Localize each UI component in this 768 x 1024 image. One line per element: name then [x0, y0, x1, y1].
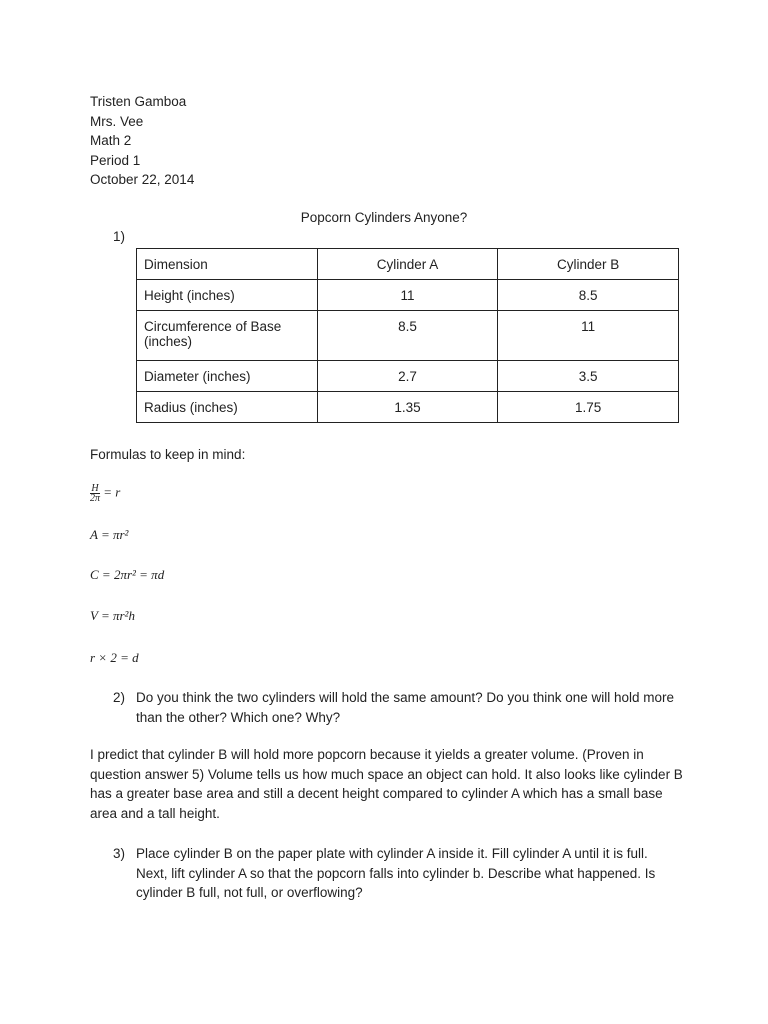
question-2-number: 2)	[113, 690, 126, 705]
formula-rest: = r	[100, 484, 121, 500]
table-header-cell: Cylinder B	[498, 249, 679, 280]
fraction-numerator: H	[91, 483, 99, 494]
table-row	[137, 311, 679, 361]
dimensions-table	[136, 248, 679, 423]
table-cell: Radius (inches)	[137, 392, 318, 423]
table-cell: Diameter (inches)	[137, 361, 318, 392]
fraction	[90, 484, 100, 503]
formula-diameter: r × 2 = d	[90, 650, 139, 665]
period: Period 1	[90, 152, 141, 168]
formulas-label: Formulas to keep in mind:	[90, 447, 246, 462]
date: October 22, 2014	[90, 172, 195, 187]
table-cell: 1.75	[498, 392, 679, 423]
table-cell: 1.35	[317, 392, 498, 423]
table-row	[137, 392, 679, 423]
fraction-denominator: 2π	[90, 493, 101, 504]
header-block	[90, 92, 194, 190]
table-header-row	[137, 249, 679, 280]
table-cell: Height (inches)	[137, 280, 318, 311]
table-cell: 11	[317, 280, 498, 311]
class-name: Math 2	[90, 133, 132, 148]
formula-radius-from-circumference	[90, 484, 120, 503]
formula-area: A = πr²	[90, 527, 129, 542]
table-row	[137, 280, 679, 311]
teacher-name: Mrs. Vee	[90, 113, 144, 129]
table-header-cell: Dimension	[137, 249, 318, 280]
formula-circumference: C = 2πr² = πd	[90, 567, 165, 582]
table-row	[137, 361, 679, 392]
student-name: Tristen Gamboa	[90, 94, 187, 109]
table-header-cell: Cylinder A	[317, 249, 498, 280]
question-3-text: Place cylinder B on the paper plate with cylinder A inside it. Fill cylinder A until it is full. Next, lift cylinder A so that the popcorn falls into cylinder b. Describe what happened. Is cylinder B full, not full, or overflowing?	[136, 846, 656, 900]
table-cell: 2.7	[317, 361, 498, 392]
document-title: Popcorn Cylinders Anyone?	[300, 210, 468, 225]
question-2-text: Do you think the two cylinders will hold the same amount? Do you think one will hold more than the other? Which one? Why?	[136, 690, 675, 725]
table-cell: 8.5	[317, 311, 498, 361]
formula-volume: V = πr²h	[90, 608, 135, 623]
table-cell: 11	[498, 311, 679, 361]
table-cell: 3.5	[498, 361, 679, 392]
answer-2-paragraph: I predict that cylinder B will hold more popcorn because it yields a greater volume. (Proven in question answer 5) Volume tells us how much space an object can hold. It also looks like cylinder B has a greater base area and still a decent height compared to cylinder A which has a small base area and a tall height.	[90, 747, 683, 821]
question-1-number: 1)	[113, 229, 126, 244]
table-cell: 8.5	[498, 280, 679, 311]
table-cell: Circumference of Base (inches)	[137, 311, 318, 361]
question-3-number: 3)	[113, 846, 126, 861]
